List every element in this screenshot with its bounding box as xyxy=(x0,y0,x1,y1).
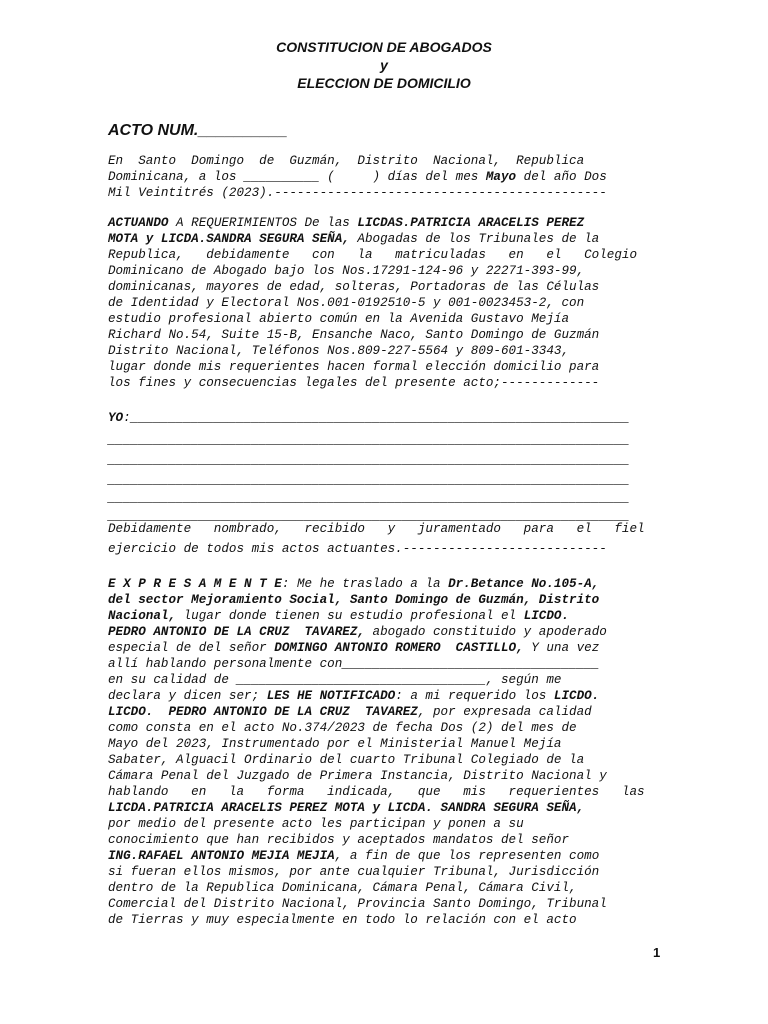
text-line: ejercicio de todos mis actos actuantes.--------------------------- xyxy=(108,542,607,556)
text-line: conocimiento que han recibidos y aceptados mandatos del señor xyxy=(108,833,570,847)
blank-line: _____________________________________________________________________ xyxy=(108,491,630,505)
text-line: hablando en la forma indicada, que mis requerientes las xyxy=(108,785,645,799)
blank-line: _____________________________________________________________________ xyxy=(108,509,630,523)
text-line: lugar donde mis requerientes hacen formal elección domicilio para xyxy=(108,360,600,374)
text-line: Sabater, Alguacil Ordinario del cuarto Tribunal Colegiado de la xyxy=(108,753,585,767)
blank-line: _____________________________________________________________________ xyxy=(108,453,630,467)
text-line: PEDRO ANTONIO DE LA CRUZ TAVAREZ, abogado constituido y apoderado xyxy=(108,625,607,639)
yo-label: YO xyxy=(108,411,124,425)
text-line: dentro de la Republica Dominicana, Cámara Penal, Cámara Civil, xyxy=(108,881,577,895)
text-line: LICDO. PEDRO ANTONIO DE LA CRUZ TAVAREZ, por expresada calidad xyxy=(108,705,592,719)
title-line-3: ELECCION DE DOMICILIO xyxy=(297,75,471,91)
text-line: LICDA.PATRICIA ARACELIS PEREZ MOTA y LICDA. SANDRA SEGURA SEÑA, xyxy=(108,801,585,815)
acto-number: ACTO NUM.__________ xyxy=(108,122,288,139)
text-line: ACTUANDO A REQUERIMIENTOS De las LICDAS.PATRICIA ARACELIS PEREZ xyxy=(108,216,585,230)
blank-line: _____________________________________________________________________ xyxy=(108,473,630,487)
text-line: Mil Veintitrés (2023).-------------------------------------------- xyxy=(108,186,607,200)
text-line: MOTA y LICDA.SANDRA SEGURA SEÑA, Abogadas de los Tribunales de la xyxy=(108,232,600,246)
title-line-1: CONSTITUCION DE ABOGADOS xyxy=(276,39,492,55)
text-line: dominicanas, mayores de edad, solteras, Portadoras de las Células xyxy=(108,280,600,294)
text-line: Republica, debidamente con la matriculadas en el Colegio xyxy=(108,248,638,262)
text-line: si fueran ellos mismos, por ante cualquier Tribunal, Jurisdicción xyxy=(108,865,600,879)
text-line: Cámara Penal del Juzgado de Primera Instancia, Distrito Nacional y xyxy=(108,769,607,783)
text-line: especial de del señor DOMINGO ANTONIO ROMERO CASTILLO, Y una vez xyxy=(108,641,600,655)
text-line: de Tierras y muy especialmente en todo lo relación con el acto xyxy=(108,913,577,927)
text-line: de Identidad y Electoral Nos.001-0192510-5 y 001-0023453-2, con xyxy=(108,296,585,310)
title-line-2: y xyxy=(380,57,388,73)
text-line: Distrito Nacional, Teléfonos Nos.809-227-5564 y 809-601-3343, xyxy=(108,344,570,358)
text-line: por medio del presente acto les participan y ponen a su xyxy=(108,817,524,831)
text-line: en su calidad de _________________________________, según me xyxy=(108,673,562,687)
text-line: Dominicano de Abogado bajo los Nos.17291-124-96 y 22271-393-99, xyxy=(108,264,585,278)
text-line: allí hablando personalmente con__________________________________ xyxy=(108,657,600,671)
text-line: En Santo Domingo de Guzmán, Distrito Nacional, Republica xyxy=(108,154,585,168)
text-line: del sector Mejoramiento Social, Santo Domingo de Guzmán, Distrito xyxy=(108,593,600,607)
text-line: YO:__________________________________________________________________ xyxy=(108,411,630,425)
text-line: Comercial del Distrito Nacional, Provincia Santo Domingo, Tribunal xyxy=(108,897,607,911)
text-line: Dominicana, a los __________ ( ) días del mes Mayo del año Dos xyxy=(108,170,607,184)
text-line: Richard No.54, Suite 15-B, Ensanche Naco, Santo Domingo de Guzmán xyxy=(108,328,600,342)
page-number: 1 xyxy=(653,945,661,960)
text-line: E X P R E S A M E N T E: Me he traslado a la Dr.Betance No.105-A, xyxy=(108,577,600,591)
blank-line: _____________________________________________________________________ xyxy=(108,433,630,447)
text-line: Debidamente nombrado, recibido y juramentado para el fiel xyxy=(108,522,645,536)
text-line: ING.RAFAEL ANTONIO MEJIA MEJIA, a fin de que los representen como xyxy=(108,849,600,863)
text-line: los fines y consecuencias legales del presente acto;------------- xyxy=(108,376,600,390)
text-line: Mayo del 2023, Instrumentado por el Ministerial Manuel Mejía xyxy=(108,737,562,751)
text-line: Nacional, lugar donde tienen su estudio profesional el LICDO. xyxy=(108,609,570,623)
text-line: estudio profesional abierto común en la Avenida Gustavo Mejía xyxy=(108,312,570,326)
text-line: declara y dicen ser; LES HE NOTIFICADO: a mi requerido los LICDO. xyxy=(108,689,600,703)
text-line: como consta en el acto No.374/2023 de fecha Dos (2) del mes de xyxy=(108,721,577,735)
